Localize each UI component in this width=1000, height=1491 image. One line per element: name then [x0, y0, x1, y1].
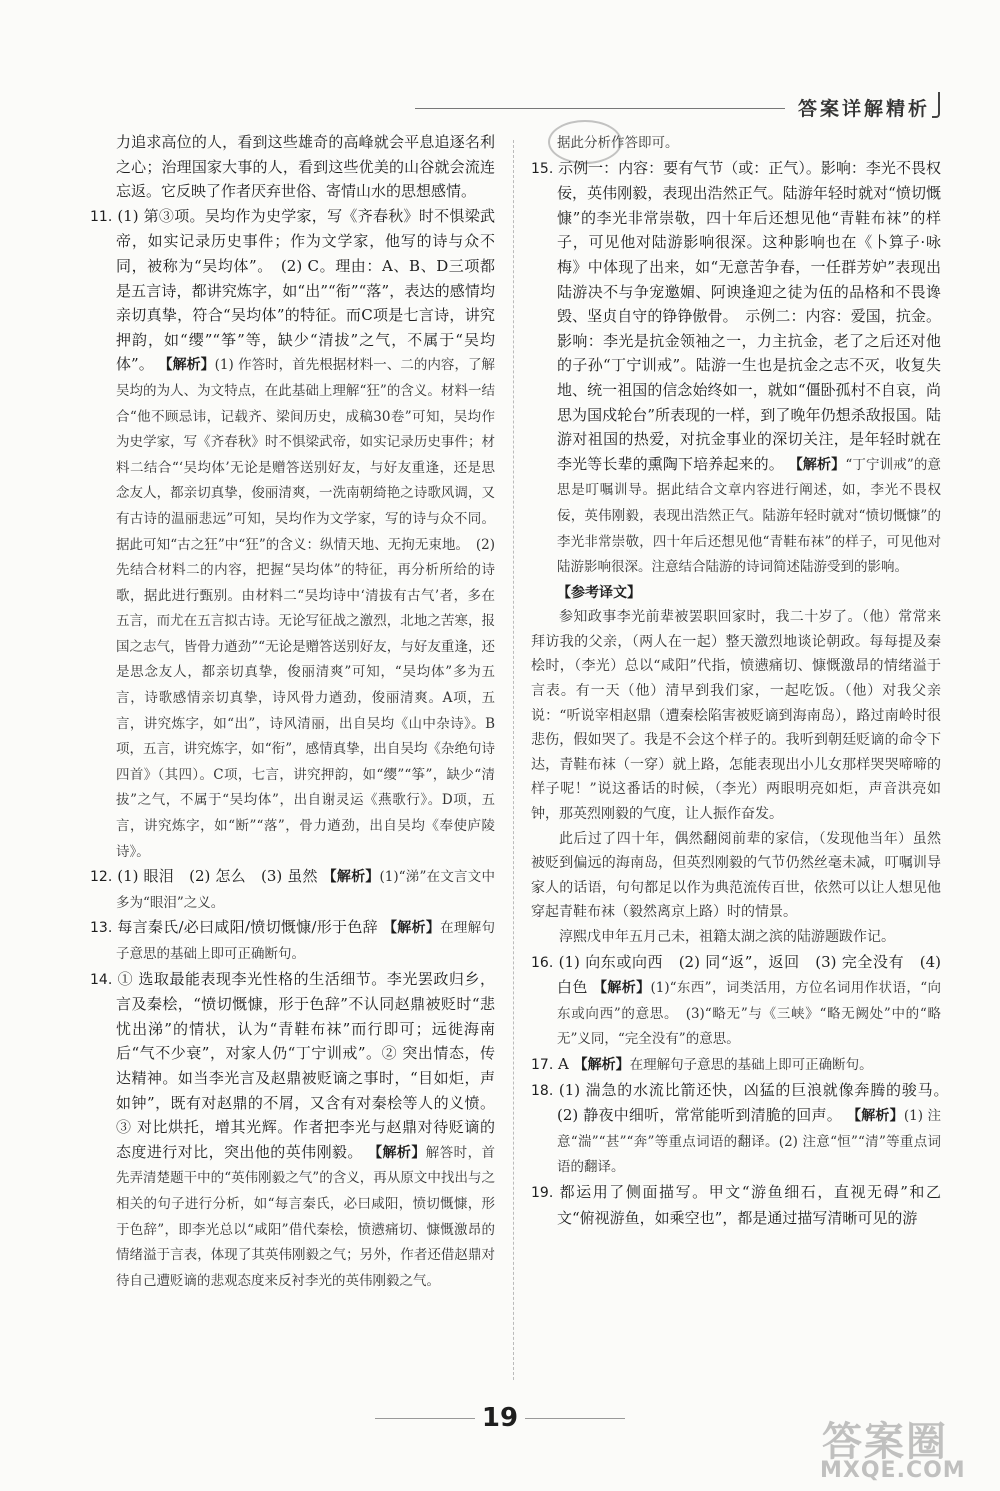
answer-item [531, 1078, 956, 1180]
question-number: 13. [90, 920, 113, 937]
answer-text: (1) 眼泪 (2) 怎么 (3) 虽然 [117, 867, 318, 886]
header-rule [415, 108, 785, 109]
question-number: 19. [531, 1184, 554, 1201]
analysis-text: 在理解句子意思的基础上即可正确断句。 [629, 1056, 873, 1073]
answer-text: (1) 湍急的水流比箭还快，凶猛的巨浪就像奔腾的骏马。 (2) 静夜中细听，常常能听到清脆的回声。 [557, 1080, 956, 1125]
answer-item [90, 967, 495, 1294]
analysis-text: (1) 注意“湍”“甚”“奔”等重点词语的翻译。(2) 注意“恒”“清”等重点词语的翻译。 [557, 1108, 941, 1176]
left-column [90, 130, 495, 1293]
answer-text: 示例一：内容：要有气节（或：正气）。影响：李光不畏权佞，英伟刚毅，表现出浩然正气。陆游年轻时就对“愤切慨慷”的李光非常崇敬，四十年后还想见他“青鞋布袜”的样子，可见他对陆游影响很深。这种影响也在《卜算子·咏梅》中体现了出来，如“无意苦争春，一任群芳妒”表现出陆游决不与争宠邀媚、阿谀逢迎之徒为伍的品格和不畏谗毁、坚贞自守的铮铮傲骨。 示例二：内容：爱国，抗金。影响：李光是抗金领袖之一，力主抗金，老了之后还对他的子孙“丁宁训戒”。陆游一生也是抗金之志不灭，收复失地、统一祖国的信念始终如一，就如“僵卧孤村不自哀，尚思为国戍轮台”所表现的一样，到了晚年仍想杀敌报国。陆游对祖国的热爱，对抗金事业的深切关注，是年轻时就在李光等长辈的熏陶下培养起来的。 [557, 158, 941, 473]
analysis-tag: 【解析】 [368, 1144, 426, 1161]
translation-paragraph: 此后过了四十年，偶然翻阅前辈的家信，（发现他当年）虽然被贬到偏远的海南岛，但英烈刚毅的气节仍然丝毫未减，叮嘱训导家人的话语，句句都足以作为典范流传百世，依然可以让人想见他穿起青鞋布袜（毅然离京上路）时的情景。 [531, 830, 941, 921]
answer-item [531, 130, 941, 156]
question-number: 18. [531, 1082, 554, 1099]
answer-item [90, 864, 495, 915]
answer-item [531, 827, 941, 925]
question-number: 15. [531, 160, 554, 177]
analysis-tag: 【解析】 [382, 920, 441, 937]
analysis-text: “丁宁训戒”的意思是叮嘱训导。据此结合文章内容进行阐述，如，李光不畏权佞，英伟刚毅，表现出浩然正气。陆游年轻时就对“愤切慨慷”的李光非常崇敬，四十年后还想见他“青鞋布袜”的样子，可见他对陆游影响很深。注意结合陆游的诗词简述陆游受到的影响。 [557, 456, 941, 576]
answer-item [90, 130, 495, 204]
answer-text: 每言秦氏/必曰咸阳/愤切慨慷/形于色辞 [117, 918, 378, 937]
answer-text: A [558, 1054, 569, 1073]
answer-item [531, 950, 941, 1052]
page-number: 19 [481, 1403, 519, 1433]
answer-text: (1) 第③项。吴均作为史学家，写《齐春秋》时不惧梁武帝，如实记录历史事件；作为文学家，他写的诗与众不同，被称为“吴均体”。 (2) C。理由：A、B、D三项都是五言诗，都讲究炼字，如“出”“衔”“落”，表达的感情均亲切真挚，符合“吴均体”的特征。而C项是七言诗，讲究押韵，如“缨”“筝”等，缺少“清拔”之气，不属于“吴均体”。 [116, 206, 495, 374]
analysis-tag: 【解析】 [573, 1056, 630, 1073]
answer-item [531, 156, 941, 580]
question-number: 16. [531, 954, 554, 971]
answer-text: (1) 向东或向西 (2) 同“返”，返回 (3) 完全没有 (4) 白色 [557, 952, 941, 997]
analysis-text: 在理解句子意思的基础上即可正确断句。 [116, 920, 495, 962]
question-number: 11. [90, 208, 113, 225]
footer-rule-right [525, 1418, 625, 1419]
answer-item [90, 915, 495, 966]
watermark-url: MXQE.COM [820, 1458, 966, 1483]
translation-paragraph: 淳熙戊申年五月己未，祖籍太湖之滨的陆游题跋作记。 [559, 929, 895, 945]
analysis-tag: 【参考译文】 [557, 584, 641, 601]
analysis-text: (1)“涕”在文言文中多为“眼泪”之义。 [116, 869, 495, 911]
translation-paragraph: 参知政事李光前辈被罢职回家时，我二十岁了。（他）常常来拜访我的父亲，（两人在一起）整天激烈地谈论朝政。每每提及秦桧时，（李光）总以“咸阳”代指，愤懑痛切、慷慨激昂的情绪溢于言表。有一天（他）清早到我们家，一起吃饭。（他）对我父亲说：“听说宰相赵鼎（遭秦桧陷害被贬谪到海南岛），路过南岭时很悲伤，假如哭了。我是不会这个样子的。我听到朝廷贬谪的命令下达，青鞋布袜（一穿）就上路，怎能表现出小儿女那样哭哭啼啼的样子呢！”说这番话的时候，（李光）两眼明亮如炬，声音洪亮如钟，那英烈刚毅的气度，让人振作奋发。 [531, 609, 941, 823]
watermark-logo: 答案圈 [822, 1419, 948, 1465]
answer-item [531, 580, 941, 606]
answer-text: ① 选取最能表现李光性格的生活细节。李光罢政归乡，言及秦桧，“愤切慨慷，形于色辞”不认同赵鼎被贬时“悲忧出涕”的情状，认为“青鞋布袜”而行即可；远徙海南后“气不少衰”，对家人仍“丁宁训戒”。② 突出情态，传达精神。如当李光言及赵鼎被贬谪之事时，“目如炬，声如钟”，既有对赵鼎的不屑，又含有对秦桧等人的义愤。③ 对比烘托，增其光辉。作者把李光与赵鼎对待贬谪的态度进行对比，突出他的英伟刚毅。 [116, 969, 495, 1161]
analysis-tag: 【解析】 [592, 980, 651, 997]
answer-item [531, 925, 941, 950]
column-divider [513, 140, 514, 1380]
analysis-tag: 【解析】 [322, 869, 380, 886]
analysis-text: 据此分析作答即可。 [557, 135, 679, 151]
question-number: 17. [531, 1056, 554, 1073]
header-bracket [932, 92, 940, 118]
answer-item [531, 605, 941, 826]
answer-item [531, 1180, 941, 1230]
question-number: 12. [90, 869, 113, 886]
analysis-tag: 【解析】 [788, 456, 846, 473]
answer-text: 力追求高位的人，看到这些雄奇的高峰就会平息追逐名利之心；治理国家大事的人，看到这些优美的山谷就会流连忘返。它反映了作者厌弃世俗、寄情山水的思想感情。 [116, 133, 495, 201]
answer-item [531, 1052, 941, 1078]
right-column [531, 130, 956, 1230]
analysis-text: (1) 作答时，首先根据材料一、二的内容，了解吴均的为人、为文特点，在此基础上理解“狂”的含义。材料一结合“他不顾忌讳，记载齐、梁间历史，成稿30卷”可知，吴均作为史学家，写《齐春秋》时不惧梁武帝，如实记录历史事件；材料二结合“‘吴均体’无论是赠答送别好友，与好友重逢，还是思念友人，都亲切真挚，俊丽清爽，一洗南朝绮艳之诗歌风调，又有古诗的温丽悲远”可知，吴均作为文学家，写的诗与众不同。据此可知“古之狂”中“狂”的含义：纵情天地、无拘无束地。 (2) 先结合材料二的内容，把握“吴均体”的特征，再分析所给的诗歌，据此进行甄别。由材料二“吴均诗中‘清拔有古气’者，多在五言，而尤在五言拟古诗。无论写征战之激烈，北地之苦寒，报国之志气，皆骨力遒劲”“无论是赠答送别好友，与好友重逢，还是思念友人，都亲切真挚，俊丽清爽”可知，“吴均体”多为五言，诗歌感情亲切真挚，诗风骨力遒劲，俊丽清爽。A项，五言，讲究炼字，如“出”，诗风清丽，出自吴均《山中杂诗》。B项，五言，讲究炼字，如“衔”，感情真挚，出自吴均《杂绝句诗四首》（其四）。C项，七言，讲究押韵，如“缨”“筝”，缺少“清拔”之气，不属于“吴均体”，出自谢灵运《燕歌行》。D项，五言，讲究炼字，如“断”“落”，骨力遒劲，出自吴均《奉使庐陵诗》。 [116, 357, 495, 860]
analysis-tag: 【解析】 [846, 1108, 904, 1125]
analysis-text: 解答时，首先弄清楚题干中的“英伟刚毅之气”的含义，再从原文中找出与之相关的句子进行分析，如“每言秦氏，必曰咸阳，愤切慨慷，形于色辞”，即李光总以“咸阳”借代秦桧，愤懑痛切、慷慨激昂的情绪溢于言表，体现了其英伟刚毅之气；另外，作者还借赵鼎对待自己遭贬谪的悲观态度来反衬李光的英伟刚毅之气。 [116, 1144, 495, 1289]
analysis-tag: 【解析】 [158, 357, 215, 374]
answer-item [90, 204, 495, 864]
page-header [415, 92, 940, 122]
analysis-text: (1)“东西”，词类活用，方位名词用作状语，“向东或向西”的意思。 (3)“略无”与《三峡》“略无阙处”中的“略无”义同，“完全没有”的意思。 [557, 980, 941, 1048]
header-title: 答案详解精析 [797, 98, 930, 120]
question-number: 14. [90, 971, 113, 988]
answer-text: 都运用了侧面描写。甲文“游鱼细石，直视无碍”和乙文“俯视游鱼，如乘空也”，都是通过描写清晰可见的游 [557, 1182, 941, 1227]
